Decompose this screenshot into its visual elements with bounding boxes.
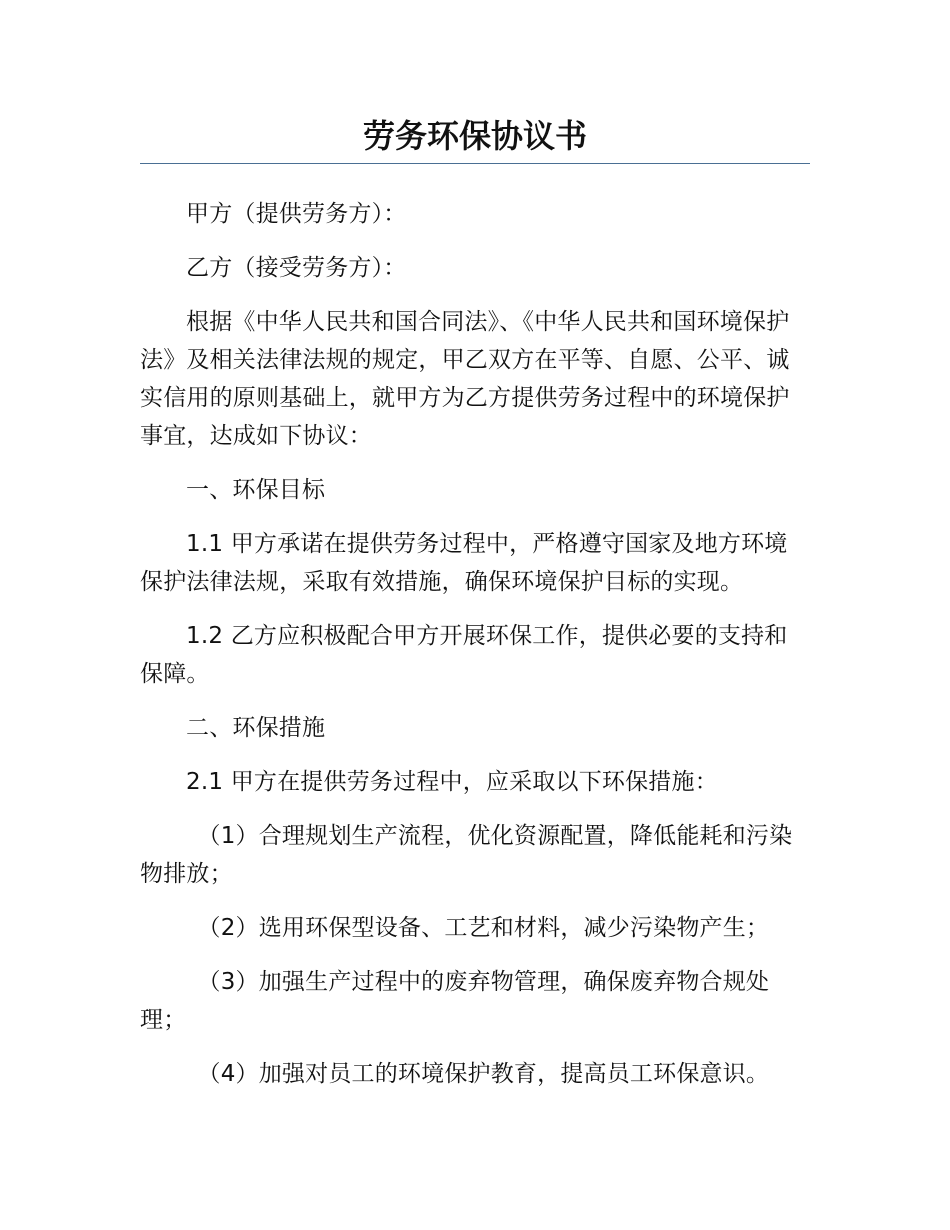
measure-item-1: （1）合理规划生产流程，优化资源配置，降低能耗和污染物排放； <box>140 823 793 887</box>
measure-item-3: （3）加强生产过程中的废弃物管理，确保废弃物合规处理； <box>140 969 770 1033</box>
section-heading-goals: 一、环保目标 <box>186 477 326 503</box>
document-title: 劳务环保协议书 <box>362 117 587 155</box>
clause-2-1: 2.1 甲方在提供劳务过程中，应采取以下环保措施： <box>186 769 718 795</box>
document-body <box>140 195 810 1109</box>
party-b-line: 乙方（接受劳务方）： <box>186 255 407 281</box>
title-underline <box>140 163 810 164</box>
clause-1-1: 1.1 甲方承诺在提供劳务过程中，严格遵守国家及地方环境保护法律法规，采取有效措施，确保环境保护目标的实现。 <box>140 531 788 595</box>
measure-item-4: （4）加强对员工的环境保护教育，提高员工环保意识。 <box>197 1061 770 1087</box>
section-heading-measures: 二、环保措施 <box>186 715 326 741</box>
measure-item-2: （2）选用环保型设备、工艺和材料，减少污染物产生； <box>197 915 770 941</box>
party-a-line: 甲方（提供劳务方）： <box>186 201 407 227</box>
clause-1-2: 1.2 乙方应积极配合甲方开展环保工作，提供必要的支持和保障。 <box>140 623 788 687</box>
preamble-paragraph: 根据《中华人民共和国合同法》、《中华人民共和国环境保护法》及相关法律法规的规定，甲乙双方在平等、自愿、公平、诚实信用的原则基础上，就甲方为乙方提供劳务过程中的环境保护事宜，达成如下协议： <box>140 309 790 449</box>
